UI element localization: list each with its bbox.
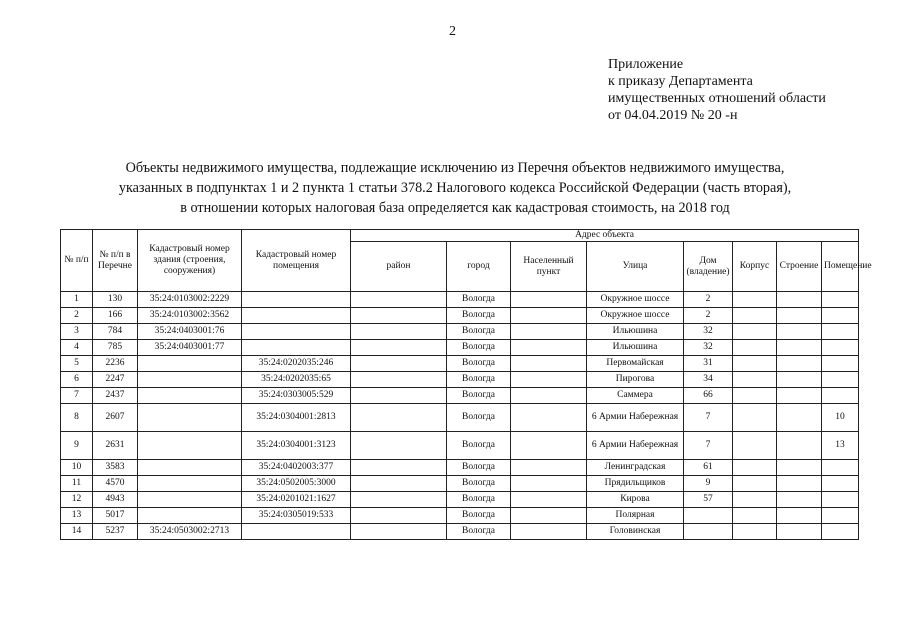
cell-city: Вологда — [447, 340, 511, 356]
cell-structure — [777, 524, 822, 540]
cell-city: Вологда — [447, 324, 511, 340]
cell-building-cadastral — [138, 432, 242, 460]
table-row — [61, 476, 859, 492]
cell-premise-cadastral: 35:24:0304001:3123 — [242, 432, 351, 460]
cell-building-cadastral — [138, 492, 242, 508]
cell-premise-cadastral: 35:24:0305019:533 — [242, 508, 351, 524]
cell-corpus — [733, 404, 777, 432]
cell-premise-cadastral: 35:24:0202035:246 — [242, 356, 351, 372]
cell-structure — [777, 492, 822, 508]
cell-street: 6 Армии Набережная — [587, 432, 684, 460]
cell-premise-cadastral: 35:24:0202035:65 — [242, 372, 351, 388]
appendix-line: к приказу Департамента — [608, 74, 753, 89]
cell-building-cadastral: 35:24:0103002:2229 — [138, 292, 242, 308]
cell-building-cadastral: 35:24:0503002:2713 — [138, 524, 242, 540]
cell-settlement — [511, 492, 587, 508]
cell-street: Окружное шоссе — [587, 292, 684, 308]
table-row — [61, 508, 859, 524]
cell-district — [351, 388, 447, 404]
header-premise-cadastral: Кадастровый номер помещения — [242, 230, 351, 292]
cell-building-cadastral — [138, 372, 242, 388]
appendix-line: Приложение — [608, 57, 684, 72]
cell-structure — [777, 372, 822, 388]
appendix-line: имущественных отношений области — [608, 91, 826, 106]
header-district: район — [351, 242, 447, 292]
cell-premise-cadastral — [242, 292, 351, 308]
cell-num: 6 — [61, 372, 93, 388]
cell-structure — [777, 324, 822, 340]
cell-list-num: 130 — [93, 292, 138, 308]
table-row — [61, 324, 859, 340]
cell-house: 7 — [684, 432, 733, 460]
header-address-group: Адрес объекта — [351, 230, 859, 242]
cell-district — [351, 432, 447, 460]
cell-building-cadastral — [138, 356, 242, 372]
table-row — [61, 524, 859, 540]
cell-structure — [777, 460, 822, 476]
cell-house: 66 — [684, 388, 733, 404]
cell-structure — [777, 308, 822, 324]
cell-street: Первомайская — [587, 356, 684, 372]
cell-corpus — [733, 432, 777, 460]
cell-premise-cadastral — [242, 308, 351, 324]
cell-house — [684, 508, 733, 524]
cell-settlement — [511, 388, 587, 404]
table-body — [61, 292, 859, 540]
table-row — [61, 356, 859, 372]
cell-district — [351, 508, 447, 524]
appendix-line: от 04.04.2019 № 20 -н — [608, 108, 738, 123]
cell-num: 13 — [61, 508, 93, 524]
header-structure: Строение — [777, 242, 822, 292]
cell-num: 2 — [61, 308, 93, 324]
cell-corpus — [733, 292, 777, 308]
title-line: в отношении которых налоговая база определяется как кадастровая стоимость, на 2018 год — [180, 200, 730, 216]
cell-house: 7 — [684, 404, 733, 432]
cell-num: 3 — [61, 324, 93, 340]
cell-premise — [822, 508, 859, 524]
title-line: указанных в подпунктах 1 и 2 пункта 1 статьи 378.2 Налогового кодекса Российской Федерации (часть вторая), — [118, 180, 792, 196]
cell-premise — [822, 340, 859, 356]
cell-premise — [822, 524, 859, 540]
cell-num: 10 — [61, 460, 93, 476]
cell-list-num: 3583 — [93, 460, 138, 476]
header-building-cadastral: Кадастровый номер здания (строения, сооружения) — [138, 230, 242, 292]
cell-district — [351, 524, 447, 540]
cell-list-num: 784 — [93, 324, 138, 340]
cell-num: 12 — [61, 492, 93, 508]
cell-district — [351, 460, 447, 476]
cell-corpus — [733, 356, 777, 372]
table-header-row — [61, 230, 859, 242]
cell-district — [351, 356, 447, 372]
cell-list-num: 5017 — [93, 508, 138, 524]
objects-table — [60, 229, 872, 540]
cell-premise: 10 — [822, 404, 859, 432]
cell-structure — [777, 292, 822, 308]
cell-settlement — [511, 372, 587, 388]
cell-city: Вологда — [447, 492, 511, 508]
appendix-block — [608, 56, 898, 124]
cell-street: Окружное шоссе — [587, 308, 684, 324]
cell-street: Пирогова — [587, 372, 684, 388]
cell-corpus — [733, 460, 777, 476]
cell-premise — [822, 356, 859, 372]
cell-district — [351, 340, 447, 356]
cell-city: Вологда — [447, 308, 511, 324]
cell-premise-cadastral: 35:24:0304001:2813 — [242, 404, 351, 432]
cell-structure — [777, 340, 822, 356]
cell-settlement — [511, 432, 587, 460]
cell-list-num: 5237 — [93, 524, 138, 540]
cell-corpus — [733, 508, 777, 524]
header-premise: Помещение — [822, 242, 859, 292]
cell-structure — [777, 388, 822, 404]
cell-structure — [777, 476, 822, 492]
cell-premise-cadastral — [242, 324, 351, 340]
cell-settlement — [511, 404, 587, 432]
cell-structure — [777, 508, 822, 524]
header-list-num: № п/п в Перечне — [93, 230, 138, 292]
table-row — [61, 292, 859, 308]
cell-premise — [822, 292, 859, 308]
table-row — [61, 432, 859, 460]
cell-premise: 13 — [822, 432, 859, 460]
cell-corpus — [733, 492, 777, 508]
cell-premise-cadastral: 35:24:0201021:1627 — [242, 492, 351, 508]
cell-house: 2 — [684, 292, 733, 308]
cell-city: Вологда — [447, 356, 511, 372]
cell-street: Полярная — [587, 508, 684, 524]
cell-district — [351, 404, 447, 432]
table-row — [61, 404, 859, 432]
cell-street: Саммера — [587, 388, 684, 404]
cell-city: Вологда — [447, 432, 511, 460]
cell-corpus — [733, 476, 777, 492]
cell-house: 32 — [684, 340, 733, 356]
cell-list-num: 2631 — [93, 432, 138, 460]
header-settlement: Населенный пункт — [511, 242, 587, 292]
cell-settlement — [511, 524, 587, 540]
cell-city: Вологда — [447, 404, 511, 432]
cell-settlement — [511, 292, 587, 308]
cell-num: 11 — [61, 476, 93, 492]
cell-district — [351, 324, 447, 340]
cell-city: Вологда — [447, 460, 511, 476]
cell-list-num: 2236 — [93, 356, 138, 372]
cell-structure — [777, 432, 822, 460]
cell-settlement — [511, 460, 587, 476]
header-house: Дом (владение) — [684, 242, 733, 292]
cell-settlement — [511, 508, 587, 524]
cell-corpus — [733, 308, 777, 324]
header-num: № п/п — [61, 230, 93, 292]
cell-building-cadastral — [138, 508, 242, 524]
cell-premise — [822, 372, 859, 388]
header-street: Улица — [587, 242, 684, 292]
cell-corpus — [733, 340, 777, 356]
cell-building-cadastral — [138, 388, 242, 404]
cell-district — [351, 492, 447, 508]
cell-house: 32 — [684, 324, 733, 340]
cell-building-cadastral: 35:24:0403001:77 — [138, 340, 242, 356]
cell-premise — [822, 460, 859, 476]
cell-street: Ильюшина — [587, 340, 684, 356]
cell-list-num: 4570 — [93, 476, 138, 492]
table-row — [61, 340, 859, 356]
cell-street: Ильюшина — [587, 324, 684, 340]
table-row — [61, 308, 859, 324]
cell-house: 31 — [684, 356, 733, 372]
cell-district — [351, 292, 447, 308]
cell-corpus — [733, 388, 777, 404]
cell-list-num: 166 — [93, 308, 138, 324]
table-row — [61, 388, 859, 404]
cell-house: 9 — [684, 476, 733, 492]
cell-num: 7 — [61, 388, 93, 404]
cell-street: Кирова — [587, 492, 684, 508]
header-corpus: Корпус — [733, 242, 777, 292]
cell-premise — [822, 388, 859, 404]
cell-premise — [822, 492, 859, 508]
cell-settlement — [511, 340, 587, 356]
cell-corpus — [733, 372, 777, 388]
cell-city: Вологда — [447, 388, 511, 404]
cell-premise-cadastral: 35:24:0402003:377 — [242, 460, 351, 476]
cell-district — [351, 476, 447, 492]
cell-list-num: 2247 — [93, 372, 138, 388]
cell-building-cadastral — [138, 404, 242, 432]
table-row — [61, 460, 859, 476]
page-number: 2 — [449, 24, 456, 39]
cell-street: 6 Армии Набережная — [587, 404, 684, 432]
header-city: город — [447, 242, 511, 292]
cell-list-num: 4943 — [93, 492, 138, 508]
cell-premise — [822, 476, 859, 492]
cell-house: 57 — [684, 492, 733, 508]
cell-house — [684, 524, 733, 540]
cell-corpus — [733, 324, 777, 340]
cell-structure — [777, 404, 822, 432]
cell-settlement — [511, 324, 587, 340]
table-row — [61, 372, 859, 388]
document-title — [40, 158, 870, 218]
cell-house: 2 — [684, 308, 733, 324]
cell-num: 9 — [61, 432, 93, 460]
cell-street: Головинская — [587, 524, 684, 540]
cell-num: 1 — [61, 292, 93, 308]
cell-settlement — [511, 476, 587, 492]
cell-num: 4 — [61, 340, 93, 356]
cell-house: 61 — [684, 460, 733, 476]
cell-premise — [822, 308, 859, 324]
cell-corpus — [733, 524, 777, 540]
cell-structure — [777, 356, 822, 372]
cell-premise-cadastral: 35:24:0502005:3000 — [242, 476, 351, 492]
cell-list-num: 785 — [93, 340, 138, 356]
cell-premise — [822, 324, 859, 340]
cell-num: 8 — [61, 404, 93, 432]
cell-settlement — [511, 308, 587, 324]
cell-building-cadastral: 35:24:0103002:3562 — [138, 308, 242, 324]
cell-building-cadastral — [138, 476, 242, 492]
cell-premise-cadastral — [242, 524, 351, 540]
cell-building-cadastral: 35:24:0403001:76 — [138, 324, 242, 340]
cell-house: 34 — [684, 372, 733, 388]
cell-district — [351, 308, 447, 324]
table-row — [61, 492, 859, 508]
cell-district — [351, 372, 447, 388]
title-line: Объекты недвижимого имущества, подлежащие исключению из Перечня объектов недвижимого имущества, — [125, 160, 785, 176]
cell-building-cadastral — [138, 460, 242, 476]
cell-city: Вологда — [447, 524, 511, 540]
cell-city: Вологда — [447, 292, 511, 308]
cell-premise-cadastral — [242, 340, 351, 356]
cell-city: Вологда — [447, 508, 511, 524]
cell-street: Прядильщиков — [587, 476, 684, 492]
cell-premise-cadastral: 35:24:0303005:529 — [242, 388, 351, 404]
cell-list-num: 2437 — [93, 388, 138, 404]
cell-list-num: 2607 — [93, 404, 138, 432]
cell-num: 5 — [61, 356, 93, 372]
cell-num: 14 — [61, 524, 93, 540]
cell-street: Ленинградская — [587, 460, 684, 476]
cell-city: Вологда — [447, 372, 511, 388]
cell-settlement — [511, 356, 587, 372]
cell-city: Вологда — [447, 476, 511, 492]
